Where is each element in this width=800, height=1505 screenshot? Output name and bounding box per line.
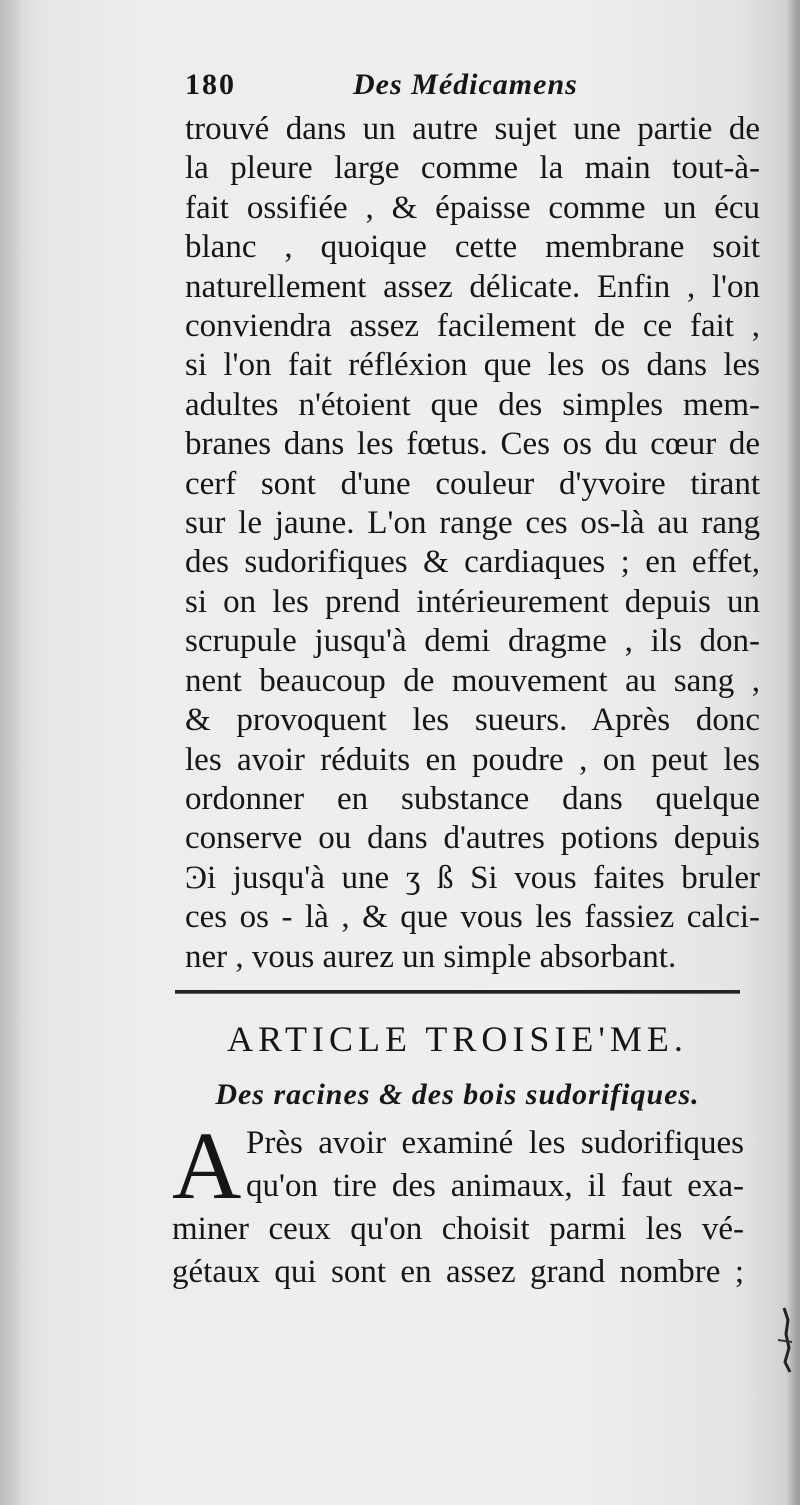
text-line: scrupule jusqu'à demi dragme , ils don- — [185, 623, 760, 660]
text-line: nent beaucoup de mouvement au sang , — [185, 662, 760, 699]
text-line: cerf sont d'une couleur d'yvoire tirant — [185, 465, 760, 502]
text-line: des sudorifiques & cardiaques ; en effet, — [185, 544, 760, 581]
paragraph-1 — [185, 110, 760, 977]
margin-ink-mark — [774, 1300, 796, 1390]
text-line: miner ceux qu'on choisit parmi les vé- — [172, 1211, 744, 1247]
text-line: fait ossifiée , & épaisse comme un écu — [185, 189, 760, 226]
text-line: les avoir réduits en poudre , on peut les — [185, 741, 760, 778]
paragraph-2 — [172, 1112, 744, 1294]
text-line: trouvé dans un autre sujet une partie de — [185, 111, 760, 147]
text-line: sur le jaune. L'on range ces os-là au rang — [185, 505, 760, 542]
section-heading: Des racines & des bois sudorifiques. — [215, 1078, 700, 1111]
text-line: si l'on fait réfléxion que les os dans les — [185, 347, 760, 384]
page-number: 180 — [185, 68, 236, 101]
text-line: ner , vous aurez un simple absorbant. — [185, 938, 677, 975]
text-line: naturellement assez délicate. Enfin , l'on — [185, 268, 760, 305]
text-line: ordonner en substance dans quelque — [185, 780, 760, 817]
text-line: branes dans les fœtus. Ces os du cœur de — [185, 426, 760, 463]
gutter-shadow — [0, 0, 22, 1505]
text-line: gétaux qui sont en assez grand nombre ; — [172, 1254, 744, 1290]
text-line: qu'on tire des animaux, il faut exa- — [246, 1168, 744, 1204]
running-head — [185, 60, 760, 110]
running-title: Des Médicamens — [353, 68, 578, 101]
text-line: conviendra assez facilement de ce fait , — [185, 308, 760, 345]
text-line: adultes n'étoient que des simples mem- — [185, 386, 760, 423]
page-edge — [786, 0, 800, 1505]
text-line: & provoquent les sueurs. Après donc — [185, 702, 760, 739]
section-divider-rule — [175, 990, 740, 994]
text-line: si on les prend intérieurement depuis un — [185, 583, 760, 620]
text-line: blanc , quoique cette membrane soit — [185, 229, 760, 266]
text-line: conserve ou dans d'autres potions depuis — [185, 820, 760, 857]
text-line: ces os - là , & que vous les fassiez calci- — [185, 899, 760, 936]
text-block — [185, 60, 760, 977]
text-line: Près avoir examiné les sudorifiques — [246, 1125, 744, 1161]
text-line: Ͽi jusqu'à une ʒ ß Si vous faites bruler — [185, 859, 760, 896]
text-line: la pleure large comme la main tout-à- — [185, 150, 760, 187]
drop-cap: A — [172, 1112, 242, 1219]
article-heading: ARTICLE TROISIE'ME. — [227, 1019, 688, 1059]
